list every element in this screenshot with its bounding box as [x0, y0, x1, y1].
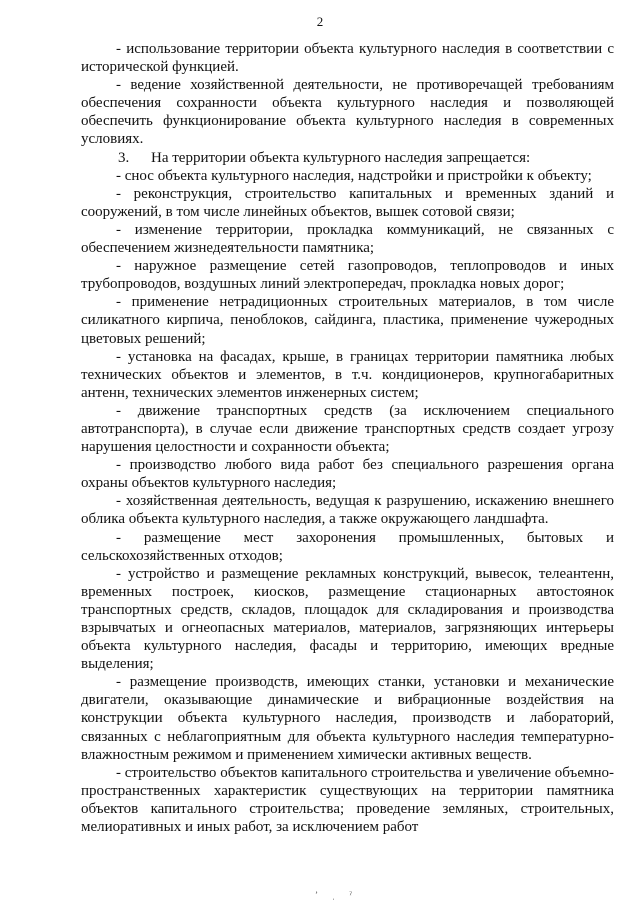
paragraph: - реконструкция, строительство капитальных и временных зданий и сооружений, в том числе линейных объектов, вышек сотовой связи;: [81, 185, 614, 220]
paragraph: - производство любого вида работ без специального разрешения органа охраны объектов культурного наследия;: [81, 457, 614, 492]
paragraph: - установка на фасадах, крыше, в границах территории памятника любых технических объектов и элементов, в т.ч. кондиционеров, крупногабаритных антенн, технических элементов инженерных систем;: [81, 348, 614, 401]
paragraph: - наружное размещение сетей газопроводов, теплопроводов и иных трубопроводов, воздушных линий электропередач, прокладка новых дорог;: [81, 258, 614, 293]
section-3-text: На территории объекта культурного наследия запрещается:: [151, 149, 531, 166]
section-number: 3.: [118, 149, 130, 166]
section-3-heading: [81, 149, 614, 167]
paragraph: - хозяйственная деятельность, ведущая к разрушению, искажению внешнего облика объекта культурного наследия, а также окружающего ландшафта.: [81, 493, 614, 528]
paragraph: - размещение мест захоронения промышленных, бытовых и сельскохозяйственных отходов;: [81, 529, 614, 564]
paragraph: - строительство объектов капитального строительства и увеличение объемно-пространственных характеристик существующих на территории памятника объектов капитального строительства; проведение земляных, строительных, мелиоративных и иных работ, за исключением работ: [81, 764, 614, 836]
page-number: 2: [316, 14, 324, 29]
paragraph: - размещение производств, имеющих станки, установки и механические двигатели, оказывающие динамические и вибрационные воздействия на конструкции объекта культурного наследия, производств и лабораторий, связанных с неблагоприятным для объекта культурного наследия температурно-влажностным режимом и применением химически активных веществ.: [81, 674, 614, 763]
paragraph: - ведение хозяйственной деятельности, не противоречащей требованиям обеспечения сохранности объекта культурного наследия и позволяющей обеспечить функционирование объекта культурного наследия в современных условиях.: [81, 77, 614, 148]
paragraph: - использование территории объекта культурного наследия в соответствии с исторической функцией.: [81, 41, 614, 76]
paragraph: - применение нетрадиционных строительных материалов, в том числе силикатного кирпича, пеноблоков, сайдинга, пластика, применение чужеродных цветовых решений;: [81, 294, 614, 347]
paragraph: - устройство и размещение рекламных конструкций, вывесок, телеантенн, временных построек, киосков, размещение стационарных автостоянок транспортных средств, складов, площадок для складирования и производства взрывчатых и огнеопасных материалов, материалов, загрязняющих интерьеры объекта культурного наследия, фасады и территорию, имеющих вредные выделения;: [81, 565, 614, 673]
document-body: [81, 40, 614, 836]
scan-mark: ʼ ˌ ˀ: [315, 890, 358, 900]
paragraph: - изменение территории, прокладка коммуникаций, не связанных с обеспечением жизнедеятельности памятника;: [81, 221, 614, 257]
paragraph: - снос объекта культурного наследия, надстройки и пристройки к объекту;: [116, 167, 592, 184]
paragraph: - движение транспортных средств (за исключением специального автотранспорта), в случае если движение транспортных средств создает угрозу нарушения целостности и сохранности объекта;: [81, 402, 614, 456]
